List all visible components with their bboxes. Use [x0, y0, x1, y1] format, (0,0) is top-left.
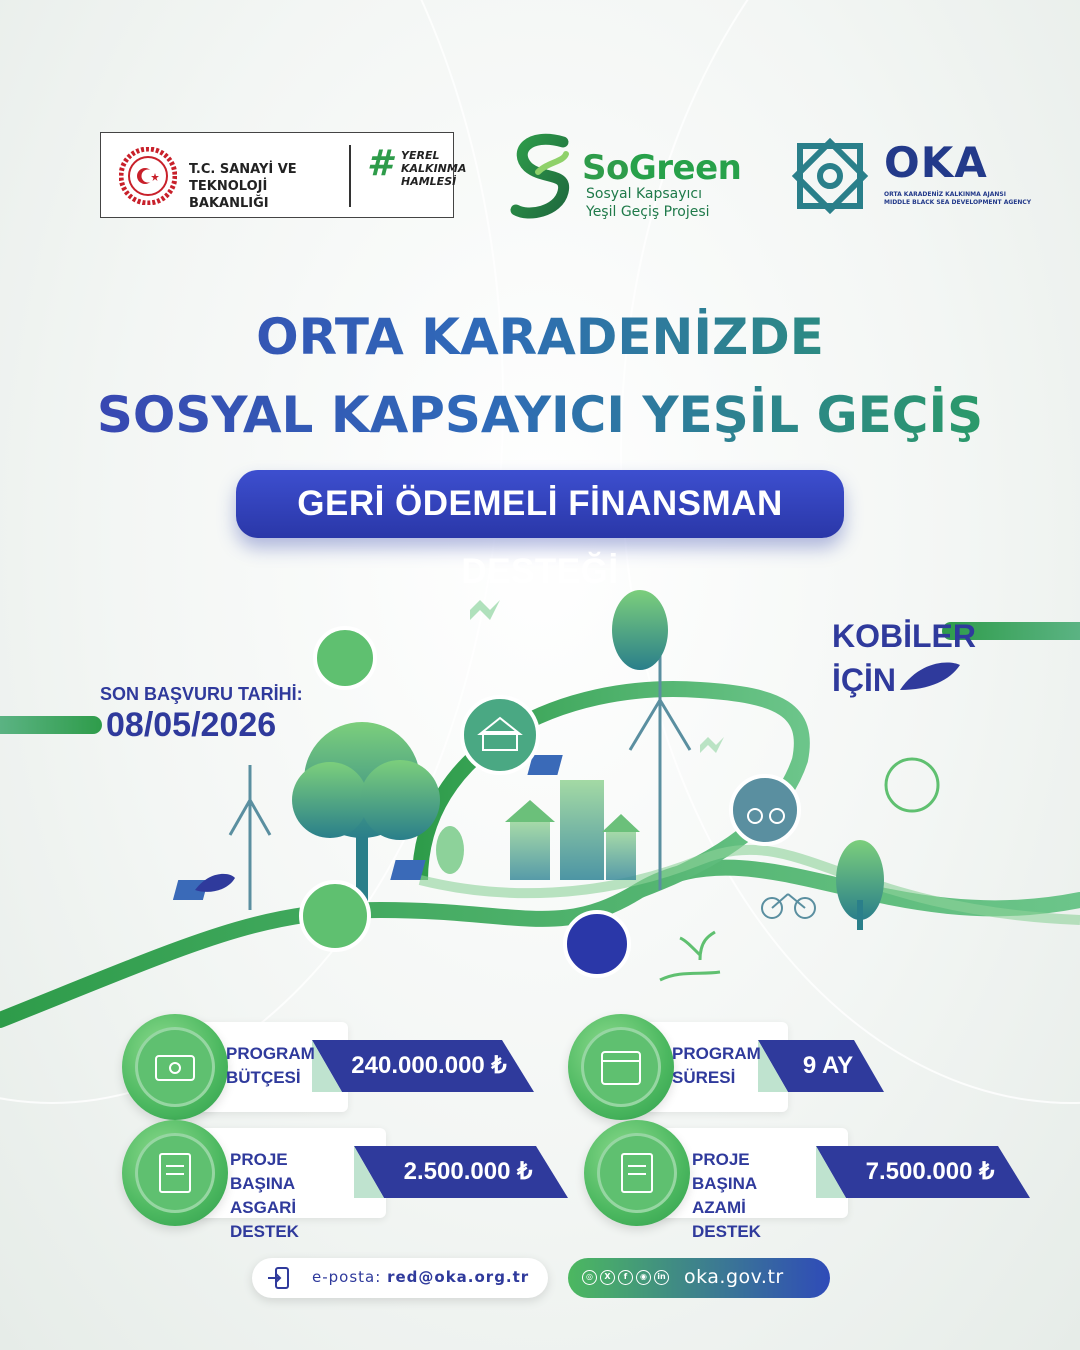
program-duration-label	[672, 1042, 761, 1090]
deadline-label: SON BAŞVURU TARİHİ:	[100, 684, 303, 704]
audience-label	[832, 614, 976, 702]
oka-logo-icon	[784, 130, 876, 222]
info-value-badge	[758, 1040, 884, 1092]
sogreen-logo-icon	[508, 132, 578, 222]
campaign-line2: KALKINMA	[401, 162, 467, 175]
ministry-name	[189, 161, 349, 212]
money-icon	[122, 1014, 228, 1120]
ministry-name-line1: T.C. SANAYİ VE	[189, 162, 297, 177]
sogreen-sub-line1: Sosyal Kapsayıcı	[586, 186, 702, 202]
info-value-badge	[354, 1146, 568, 1198]
info-label-line2: SÜRESİ	[672, 1068, 736, 1087]
website-link[interactable]: oka.gov.tr	[684, 1266, 784, 1288]
sogreen-green: Green	[628, 148, 742, 188]
deadline-accent-bar	[0, 716, 102, 734]
info-label-line1: PROJE BAŞINA	[230, 1150, 296, 1193]
info-label-line2: AZAMİ DESTEK	[692, 1198, 761, 1241]
program-budget-value: 240.000.000 ₺	[351, 1052, 507, 1079]
sogreen-subtitle	[586, 185, 710, 221]
program-budget-label	[226, 1042, 315, 1090]
hashtag-icon: #	[367, 143, 393, 184]
sogreen-so: So	[582, 148, 629, 188]
calendar-icon	[568, 1014, 674, 1120]
document-glyph	[584, 1120, 690, 1226]
document-icon	[122, 1120, 228, 1226]
max-support-label	[692, 1148, 761, 1244]
email-address[interactable]: red@oka.org.tr	[387, 1268, 530, 1286]
info-label-line2: BÜTÇESİ	[226, 1068, 301, 1087]
campaign-line1: YEREL	[401, 149, 440, 162]
oka-sub-line2: MIDDLE BLACK SEA DEVELOPMENT AGENCY	[884, 199, 1032, 206]
sogreen-title	[582, 148, 741, 188]
info-label-line1: PROJE BAŞINA	[692, 1150, 758, 1193]
divider	[349, 145, 351, 207]
facebook-icon[interactable]: f	[618, 1270, 633, 1285]
financing-pill: GERİ ÖDEMELİ FİNANSMAN DESTEĞİ	[236, 470, 844, 538]
x-icon[interactable]: X	[600, 1270, 615, 1285]
min-support-value: 2.500.000 ₺	[403, 1158, 533, 1185]
campaign-logo-text	[401, 149, 467, 188]
info-label-line1: PROGRAM	[672, 1044, 761, 1063]
headline-line2: SOSYAL KAPSAYICI YEŞİL GEÇİŞ	[0, 386, 1080, 444]
info-label-line1: PROGRAM	[226, 1044, 315, 1063]
document-glyph	[122, 1120, 228, 1226]
instagram-icon[interactable]: ◉	[636, 1270, 651, 1285]
ministry-name-line2: TEKNOLOJİ BAKANLIĞI	[189, 179, 269, 211]
linkedin-icon[interactable]: in	[654, 1270, 669, 1285]
program-duration-value: 9 AY	[802, 1052, 854, 1079]
money-glyph	[122, 1014, 228, 1120]
campaign-line3: HAMLESİ	[401, 175, 457, 188]
sogreen-sub-line2: Yeşil Geçiş Projesi	[586, 204, 710, 220]
min-support-label	[230, 1148, 299, 1244]
deadline-date: 08/05/2026	[106, 706, 277, 744]
login-icon	[266, 1266, 292, 1290]
ministry-emblem-icon	[119, 147, 177, 205]
calendar-glyph	[568, 1014, 674, 1120]
headline-line1: ORTA KARADENİZDE	[0, 308, 1080, 366]
info-value-badge	[312, 1040, 534, 1092]
info-label-line2: ASGARİ DESTEK	[230, 1198, 299, 1241]
max-support-value: 7.500.000 ₺	[865, 1158, 995, 1185]
info-value-badge	[816, 1146, 1030, 1198]
web-icon[interactable]: ◎	[582, 1270, 597, 1285]
document-icon	[584, 1120, 690, 1226]
audience-line2: İÇİN	[832, 662, 896, 698]
oka-subtitle	[884, 191, 1031, 207]
email-text[interactable]	[312, 1268, 529, 1286]
oka-sub-line1: ORTA KARADENİZ KALKINMA AJANSI	[884, 191, 1006, 198]
ministry-logo	[100, 132, 467, 218]
oka-title: OKA	[884, 138, 988, 187]
audience-line1: KOBİLER	[832, 618, 976, 654]
email-prefix: e-posta:	[312, 1268, 382, 1286]
